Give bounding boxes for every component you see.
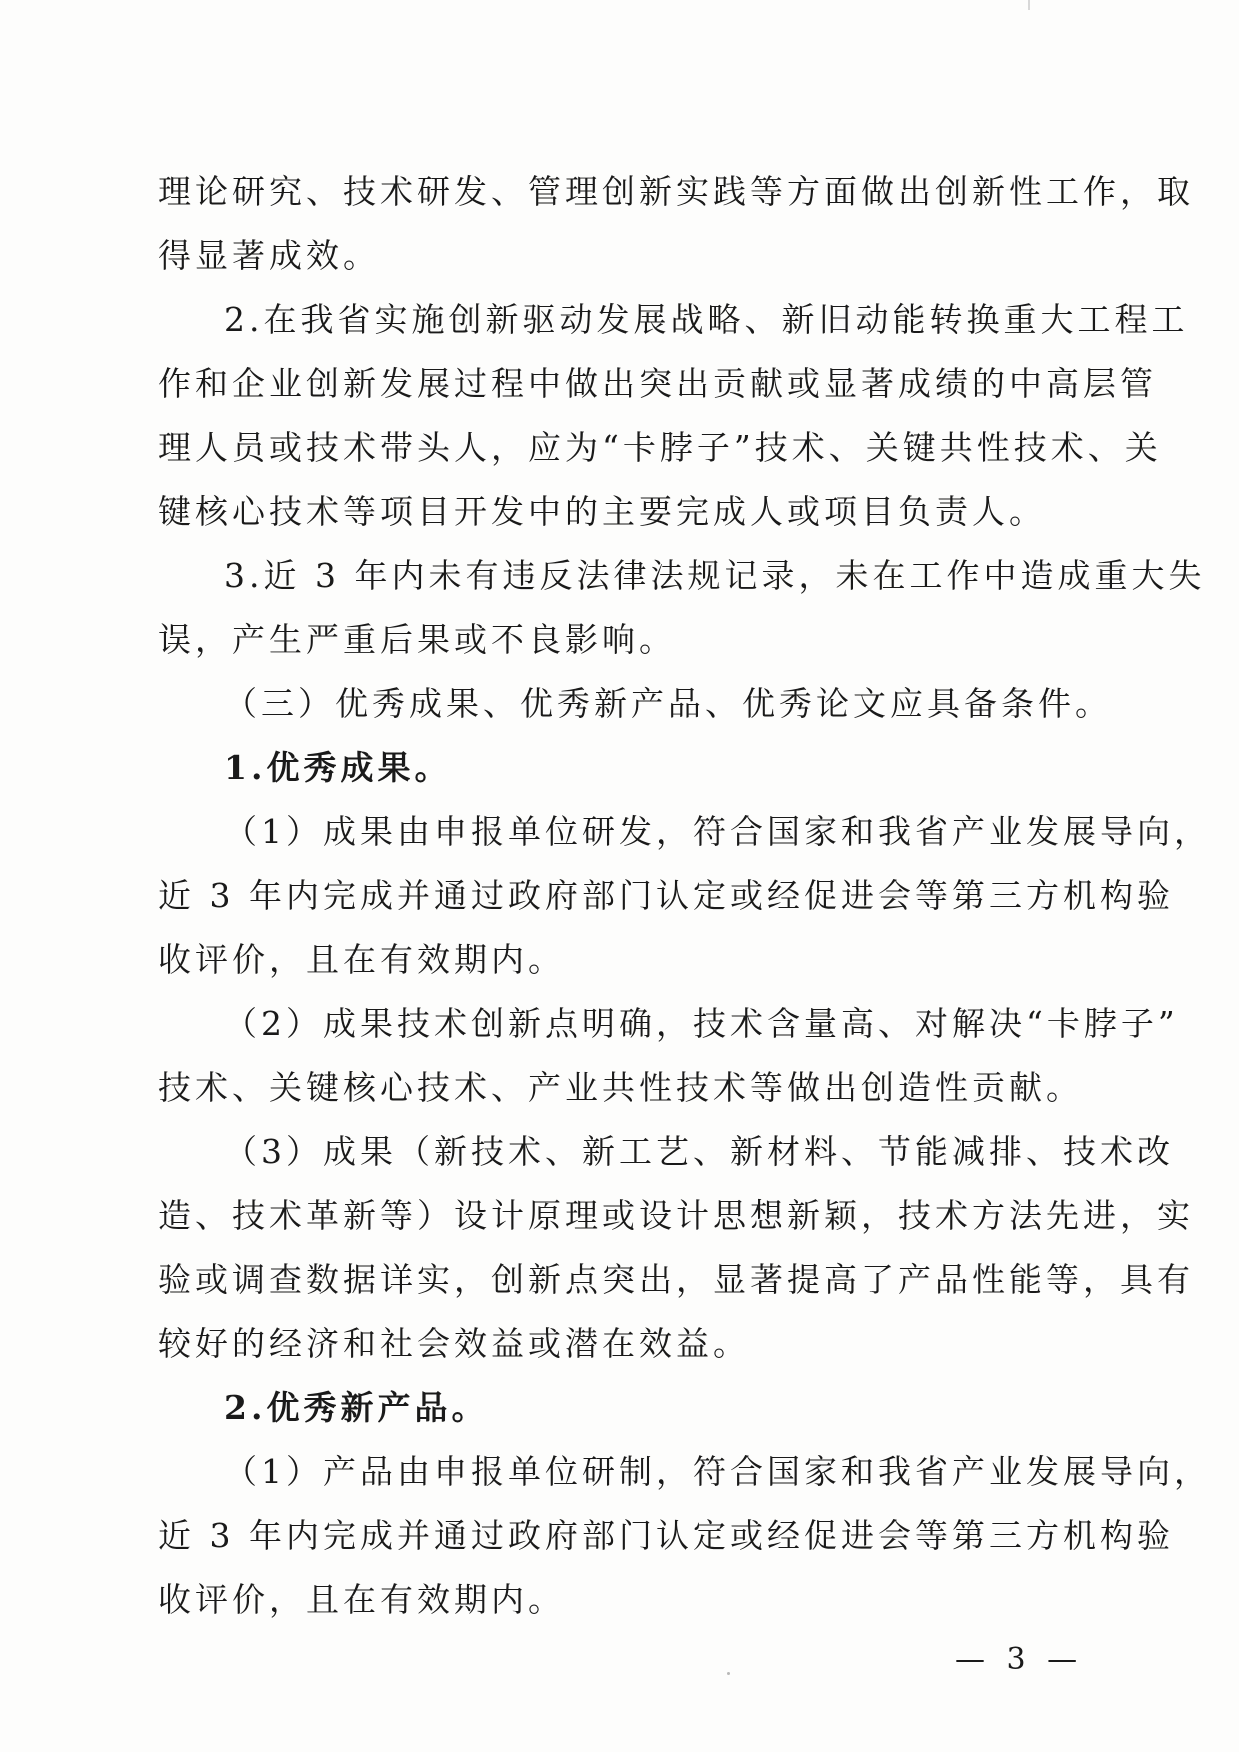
paragraph-line: （1）成果由申报单位研发，符合国家和我省产业发展导向， xyxy=(224,812,1211,851)
paragraph-line: 近 3 年内完成并通过政府部门认定或经促进会等第三方机构验 xyxy=(158,876,1174,915)
paragraph-line: 造、技术革新等）设计原理或设计思想新颖，技术方法先进，实 xyxy=(158,1196,1194,1235)
paragraph-line: 误，产生严重后果或不良影响。 xyxy=(158,620,676,659)
paragraph-line: 较好的经济和社会效益或潜在效益。 xyxy=(158,1324,750,1363)
scan-mark xyxy=(1028,0,1030,10)
subsection-heading: 2.优秀新产品。 xyxy=(224,1388,489,1427)
paragraph-line: 键核心技术等项目开发中的主要完成人或项目负责人。 xyxy=(158,492,1046,531)
subsection-heading: 1.优秀成果。 xyxy=(224,748,452,787)
paragraph-line: 3.近 3 年内未有违反法律法规记录，未在工作中造成重大失 xyxy=(224,556,1206,595)
paragraph-line: 验或调查数据详实，创新点突出，显著提高了产品性能等，具有 xyxy=(158,1260,1194,1299)
paragraph-line: 得显著成效。 xyxy=(158,236,380,275)
paragraph-line: 收评价，且在有效期内。 xyxy=(158,1580,565,1619)
paragraph-line: 理人员或技术带头人，应为“卡脖子”技术、关键共性技术、关 xyxy=(158,428,1162,467)
paragraph-line: 作和企业创新发展过程中做出突出贡献或显著成绩的中高层管 xyxy=(158,364,1157,403)
paragraph-line: 近 3 年内完成并通过政府部门认定或经促进会等第三方机构验 xyxy=(158,1516,1174,1555)
paragraph-line: （3）成果（新技术、新工艺、新材料、节能减排、技术改 xyxy=(224,1132,1174,1171)
paragraph-line: （2）成果技术创新点明确，技术含量高、对解决“卡脖子” xyxy=(224,1004,1179,1043)
section-heading: （三）优秀成果、优秀新产品、优秀论文应具备条件。 xyxy=(224,684,1112,723)
paragraph-line: 2.在我省实施创新驱动发展战略、新旧动能转换重大工程工 xyxy=(224,300,1189,339)
paragraph-line: 收评价，且在有效期内。 xyxy=(158,940,565,979)
paragraph-line: （1）产品由申报单位研制，符合国家和我省产业发展导向， xyxy=(224,1452,1211,1491)
document-body xyxy=(158,160,1211,1632)
scan-dot xyxy=(727,1672,730,1675)
paragraph-line: 技术、关键核心技术、产业共性技术等做出创造性贡献。 xyxy=(158,1068,1083,1107)
paragraph-line: 理论研究、技术研发、管理创新实践等方面做出创新性工作，取 xyxy=(158,172,1194,211)
page-number: — 3 — xyxy=(955,1642,1084,1677)
